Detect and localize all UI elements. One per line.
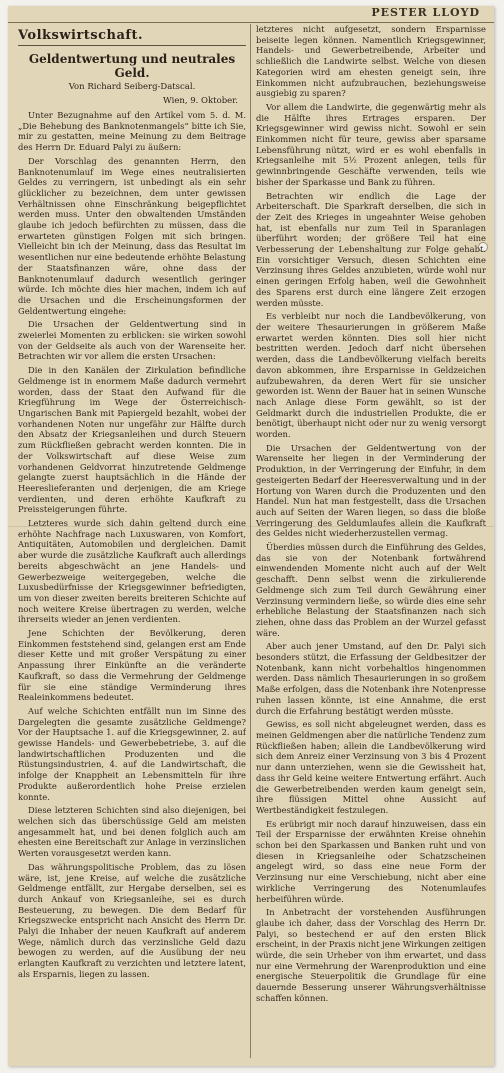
section-title: Volkswirtschaft. xyxy=(18,28,144,43)
left-column xyxy=(18,24,246,1058)
paragraph: Auf welche Schichten entfällt nun im Sinne des Dargelegten die gesamte zusätzliche Geldmenge? Vor der Hauptsache 1. auf die Kriegsgewinner, 2. auf gewisse Handels- und Gewerbebetriebe, 3. auf die landwirtschaftlichen Produzenten und die Rüstungsindustrien, 4. auf die Landwirtschaft, die infolge der Knappheit an Lebensmitteln für ihre Produkte außerordentlich hohe Preise erzielen konnte. xyxy=(18,705,246,802)
paragraph: Gewiss, es soll nicht abgeleugnet werden, dass es meinen Geldmengen aber die natürliche Tendenz zum Rückfließen haben; allein die Landbevölkerung wird sich dem Anreiz einer Verzinsung von 3 bis 4 Prozent nur dann unterziehen, wenn sie die Gewissheit hat, dass ihr Geld keine weitere Entwertung erfährt. Auch die Gewerbetreibenden werden kaum geneigt sein, ihre flüssigen Mittel ohne Aussicht auf Wertbeständigkeit festzulegen. xyxy=(256,719,486,815)
paragraph: In Anbetracht der vorstehenden Ausführungen glaube ich daher, dass der Vorschlag des Herrn Dr. Palyi, so bestechend er auf den ersten Blick erscheint, in der Praxis nicht jene Wirkungen zeitigen würde, die sein Urheber von ihm erwartet, und dass nur eine Vermehrung der Warenproduktion und eine energische Steuerpolitik die Grundlage für eine dauernde Besserung unserer Währungsverhältnisse schaffen können. xyxy=(256,907,486,1003)
newspaper-clipping xyxy=(8,6,494,1066)
paragraph: Überdies müssen durch die Einführung des Geldes, das sie von der Notenbank fortwährend einwendenden Momente nicht auch auf der Welt geschafft. Denn selbst wenn die zirkulierende Geldmenge sich zum Teil durch Gewährung einer Verzinsung vermindern ließe, so würde dies eine sehr erhebliche Belastung der Staatsfinanzen nach sich ziehen, ohne dass das Problem an der Wurzel gefasst wäre. xyxy=(256,542,486,638)
column-divider xyxy=(250,24,251,1058)
paragraph: Das währungspolitische Problem, das zu lösen wäre, ist, jene Kreise, auf welche die zusätzliche Geldmenge entfällt, zur Hergabe derselben, sei es durch Ankauf von Kriegsanleihe, sei es durch Besteuerung, zu bewegen. Die dem Bedarf für Kriegszwecke entspricht nach Ansicht des Herrn Dr. Palyi die Inhaber der neuen Kaufkraft auf anderem Wege, nämlich durch das verzinsliche Geld dazu bewogen zu werden, auf die Ausübung der neu erlangten Kaufkraft zu verzichten und letztere latent, als Ersparnis, liegen zu lassen. xyxy=(18,861,246,979)
paragraph: Es erübrigt mir noch darauf hinzuweisen, dass ein Teil der Ersparnisse der erwähnten Kreise ohnehin schon bei den Sparkassen und Banken ruht und von diesen in Kriegsanleihe oder Schatzscheinen angelegt wird, so dass eine neue Form der Verzinsung nur eine Verschiebung, nicht aber eine wirkliche Verringerung des Notenumlaufes herbeiführen würde. xyxy=(256,818,486,904)
masthead-strip xyxy=(8,6,494,23)
dateline: Wien, 9. Oktober. xyxy=(163,96,238,106)
paragraph: Unter Bezugnahme auf den Artikel vom 5. d. M. „Die Behebung des Banknotenmangels“ bitte ich Sie, mir zu gestatten, meine Meinung zu dem Beitrage des Herrn Dr. Eduard Palyi zu äußern: xyxy=(18,110,246,153)
paragraph: Der Vorschlag des genannten Herrn, den Banknotenumlauf im Wege eines neutralisierten Geldes zu verringern, ist unbedingt als ein sehr glücklicher zu bezeichnen, dem unter gewissen Verhältnissen ohne Einschränkung beigepflichtet werden muss. Unter den obwaltenden Umständen glaube ich jedoch befürchten zu müssen, dass die erwarteten günstigen Folgen mit sich bringen. Vielleicht bin ich der Meinung, dass das Resultat im wesentlichen nur eine bedeutende erhöhte Belastung der Staatsfinanzen wäre, ohne dass der Banknotenumlauf dadurch wesentlich geringer würde. Ich möchte dies hier machen, indem ich auf die Ursachen und die Erscheinungsformen der Geldentwertung eingehe: xyxy=(18,155,246,316)
right-column xyxy=(256,24,486,1058)
paragraph: Diese letzteren Schichten sind also diejenigen, bei welchen sich das überschüssige Geld am meisten angesammelt hat, und bei denen folglich auch am ehesten eine Bereitschaft zur Anlage in verzinslichen Werten vorausgesetzt werden kann. xyxy=(18,805,246,859)
title-rule xyxy=(18,45,246,46)
article-title: Geldentwertung und neutrales Geld. xyxy=(28,52,236,80)
byline: Von Richard Seiberg-Datscal. xyxy=(68,82,196,92)
paragraph: Aber auch jener Umstand, auf den Dr. Palyi sich besonders stützt, die Erfassung der Geldbesitzer der Notenbank, kann nicht vorbehaltlos hingenommen werden. Dass nämlich Thesaurierungen in so großem Maße erfolgen, dass die Notenbank ihre Notenpresse ruhen lassen könnte, ist eine Annahme, die erst durch die Erfahrung bestätigt werden müsste. xyxy=(256,641,486,716)
paragraph: letzteres nicht aufgesetzt, sondern Ersparnisse beiseite legen können. Namentlich Kriegsgewinner, Handels- und Gewerbetreibende, Arbeiter und schließlich die Landwirte selbst. Welche von diesen Kategorien wird am ehesten geneigt sein, ihre Einkommen nicht aufzubrauchen, beziehungsweise ausgiebig zu sparen? xyxy=(256,24,486,99)
paragraph: Letzteres wurde sich dahin geltend durch eine erhöhte Nachfrage nach Luxuswaren, von Komfort, Antiquitäten, Automobilen und dergleichen. Damit aber wurde die zusätzliche Kaufkraft auch allerdings bereits abgeschwächt an jene Handels- und Gewerbezweige weitergegeben, welche die Luxusbedürfnisse der Kriegsgewinner befriedigten, um von dieser zweiten bereits breiteren Schichte auf noch weitere Kreise übertragen zu werden, welche ihrerseits wieder an jenen verdienten. xyxy=(18,518,246,625)
paragraph: Vor allem die Landwirte, die gegenwärtig mehr als die Hälfte ihres Ertrages ersparen. Der Kriegsgewinner wird gewiss nicht. Sowohl er sein Einkommen nicht für teure, gewiss aber sparsame Lebensführung nützt, wird er es wohl ebenfalls in Kriegsanleihe mit 5½ Prozent anlegen, teils für gewinnbringende Geschäfte verwenden, teils wie bisher der Sparkasse und Bank zu führen. xyxy=(256,101,486,187)
paragraph: Betrachten wir endlich die Lage der Arbeiterschaft. Die Sparkraft derselben, die sich in der Zeit des Krieges in ungeahnter Weise gehoben hat, ist ebenfalls nur zum Teil in Sparanlagen überführt worden; der größere Teil hat eine Verbesserung der Lebenshaltung zur Folge gehabt. Ein vorsichtiger Versuch, diesen Schichten eine Verzinsung ihres Geldes anzubieten, würde wohl nur einen geringen Erfolg haben, weil die Gewohnheit des Sparens erst durch eine längere Zeit erzogen werden müsste. xyxy=(256,190,486,308)
paragraph: Jene Schichten der Bevölkerung, deren Einkommen feststehend sind, gelangen erst am Ende dieser Kette und mit großer Verspätung zu einer Anpassung ihrer Einkünfte an die veränderte Kaufkraft, so dass die Vermehrung der Geldmenge für sie eine ständige Verminderung ihres Realeinkommens bedeutet. xyxy=(18,628,246,703)
paragraph: Die in den Kanälen der Zirkulation befindliche Geldmenge ist in enormem Maße dadurch vermehrt worden, dass der Staat den Aufwand für die Kriegführung im Wege der Österreichisch-Ungarischen Bank mit Papiergeld bezahlt, wobei der vorhandenen Noten nur ungefähr zur Hälfte durch den Absatz der Kriegsanleihen und durch Steuern zum Rückfließen gebracht werden konnten. Die in der Volkswirtschaft auf diese Weise zum vorhandenen Geldvorrat hinzutretende Geldmenge gelangte zuerst hauptsächlich in die Hände der Heereslieferanten und derjenigen, die am Kriege verdienten, und deren erhöhte Kaufkraft zu Preissteigerungen führte. xyxy=(18,365,246,515)
paragraph: Es verbleibt nur noch die Landbevölkerung, von der weitere Thesaurierungen in größerem Maße erwartet werden könnten. Dies soll hier nicht bestritten werden. Jedoch darf nicht übersehen werden, dass die Landbevölkerung vielfach bereits davon abkommen, ihre Ersparnisse in Geldzeichen aufzubewahren, da deren Wert für sie unsicher geworden ist. Wenn der Bauer hat in seinen Wunsche nach Anlage diese Form gewählt, so ist der Geldmarkt durch die industriellen Produkte, die er benötigt, überhaupt nicht oder nur zu wenig versorgt worden. xyxy=(256,311,486,440)
masthead: PESTER LLOYD xyxy=(371,6,480,19)
paragraph: Die Ursachen der Geldentwertung von der Warenseite her liegen in der Verminderung der Produktion, in der Verringerung der Einfuhr, in dem gesteigerten Bedarf der Heeresverwaltung und in der Hortung von Waren durch die Produzenten und den Handel. Nun hat man festgestellt, dass die Ursachen auch auf Seiten der Waren liegen, so dass die bloße Verringerung des Geldumlaufes allein die Kaufkraft des Geldes nicht wiederherzustellen vermag. xyxy=(256,442,486,539)
paragraph: Die Ursachen der Geldentwertung sind in zweierlei Momenten zu erblicken: sie wirken sowohl von der Geldseite als auch von der Warenseite her. Betrachten wir vor allem die ersten Ursachen: xyxy=(18,319,246,362)
